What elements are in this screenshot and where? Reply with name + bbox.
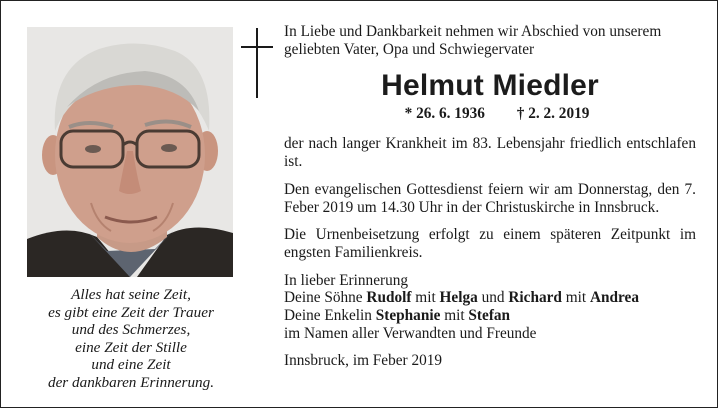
verse-line: eine Zeit der Stille bbox=[75, 338, 187, 356]
mourners-block bbox=[284, 272, 696, 343]
place-date: Innsbruck, im Feber 2019 bbox=[284, 352, 443, 370]
intro-text: In Liebe und Dankbarkeit nehmen wir Abschied von unserem geliebten Vater, Opa und Schwiegervater bbox=[284, 23, 662, 58]
partner-name: Helga bbox=[439, 289, 478, 307]
portrait-photo bbox=[27, 27, 233, 277]
son-name: Richard bbox=[508, 289, 562, 307]
passing-text: der nach langer Krankheit im 83. Lebensjahr friedlich entschlafen ist. bbox=[284, 135, 696, 171]
birth-date: * 26. 6. 1936 bbox=[404, 105, 485, 123]
verse-line: Alles hat seine Zeit, bbox=[71, 286, 191, 303]
deceased-name: Helmut Miedler bbox=[381, 69, 599, 103]
verse-line: es gibt eine Zeit der Trauer bbox=[48, 303, 214, 321]
memorial-verse bbox=[11, 286, 251, 392]
verse-line: der dankbaren Erinnerung. bbox=[47, 373, 215, 391]
verse-line: und des Schmerzes, bbox=[71, 321, 191, 339]
grandchildren-line: Deine Enkelin Stephanie mit Stefan bbox=[284, 307, 511, 325]
son-name: Rudolf bbox=[366, 289, 412, 307]
life-dates bbox=[284, 105, 696, 123]
partner-name: Andrea bbox=[589, 289, 639, 307]
burial-text: Die Urnenbeisetzung erfolgt zu einem späteren Zeitpunkt im engsten Familienkreis. bbox=[284, 226, 696, 261]
notice-text bbox=[284, 23, 696, 370]
closing-line: im Namen aller Verwandten und Freunde bbox=[284, 324, 537, 342]
sons-line: Deine Söhne Rudolf mit Helga und Richard mit Andrea bbox=[284, 289, 639, 307]
verse-line: und eine Zeit bbox=[91, 356, 171, 374]
service-text: Den evangelischen Gottesdienst feiern wir am Donnerstag, den 7. Feber 2019 um 14.30 Uhr in der Christuskirche in Innsbruck. bbox=[284, 180, 696, 216]
death-date: † 2. 2. 2019 bbox=[516, 105, 590, 123]
latin-cross-icon bbox=[241, 28, 273, 98]
grandchild-partner-name: Stefan bbox=[468, 307, 511, 325]
memory-heading: In lieber Erinnerung bbox=[284, 271, 409, 289]
grandchild-name: Stephanie bbox=[375, 307, 441, 325]
